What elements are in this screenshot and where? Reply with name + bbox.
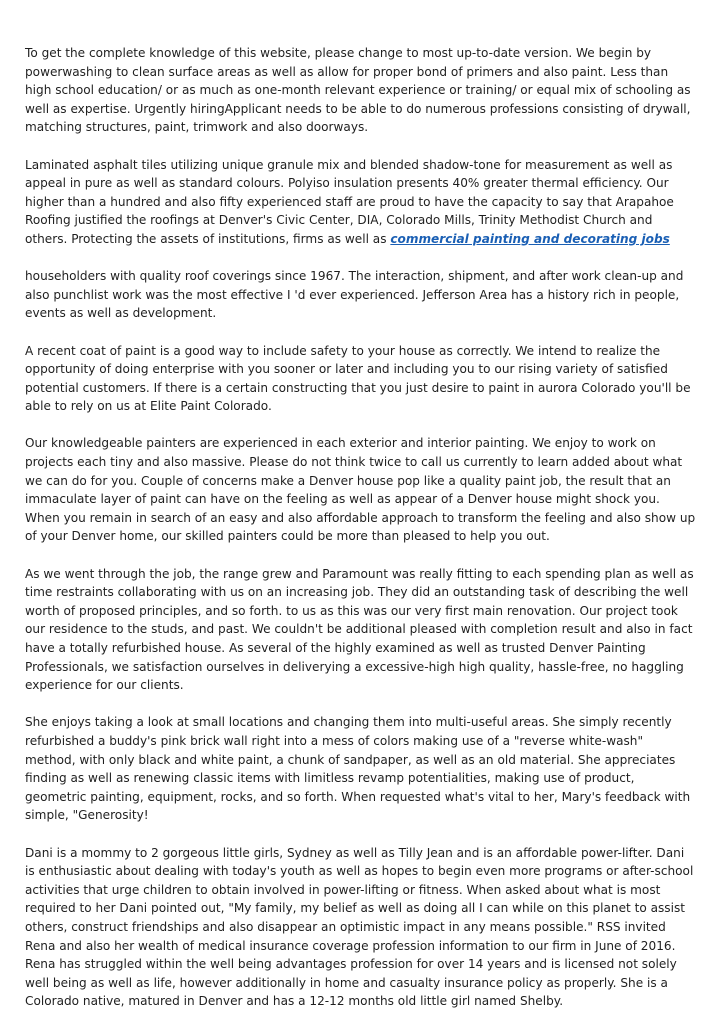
- paragraph-1: To get the complete knowledge of this website, please change to most up-to-date version. We begin by powerwashing to clean surface areas as well as allow for proper bond of primers and also paint. Less than high school education/ or as much as one-month relevant experience or training/ or equal mix of schooling as well as expertise. Urgently hiringApplicant needs to be able to do numerous professions consisting of drywall, matching structures, paint, trimwork and also doorways.: [25, 46, 691, 135]
- paragraph-7: She enjoys taking a look at small locations and changing them into multi-useful areas. She simply recently refurbished a buddy's pink brick wall right into a mess of colors making use of a "reverse white-wash" method, with only black and white paint, a chunk of sandpaper, as well as an old material. She appreciates finding as well as renewing classic items with limitless revamp potentialities, making use of product, geometric painting, equipment, rocks, and so forth. When requested what's vital to her, Mary's feedback with simple, "Generosity!: [25, 715, 691, 823]
- article-body: [25, 44, 697, 1029]
- paragraph-8: Dani is a mommy to 2 gorgeous little girls, Sydney as well as Tilly Jean and is an affordable power-lifter. Dani is enthusiastic about dealing with today's youth as well as hopes to begin even more programs or after-school activities that urge children to obtain involved in power-lifting or fitness. When asked about what is most required to her Dani pointed out, "My family, my belief as well as doing all I can while on this planet to assist others, construct friendships and also disappear an optimistic impact in any means possible." RSS invited Rena and also her wealth of medical insurance coverage profession information to our firm in June of 2016. Rena has struggled within the well being advantages profession for over 14 years and is licensed not solely well being as well as life, however additionally in home and casualty insurance policy as properly. She is a Colorado native, matured in Denver and has a 12-12 months old little girl named Shelby.: [25, 845, 694, 1009]
- paragraph-2: [25, 156, 697, 249]
- paragraph-2-text: Laminated asphalt tiles utilizing unique granule mix and blended shadow-tone for measurement as well as appeal in pure as well as standard colours. Polyiso insulation presents 40% greater thermal efficiency. Our higher than a hundred and also fifty experienced staff are proud to have the capacity to say that Arapahoe Roofing justified the roofings at Denver's Civic Center, DIA, Colorado Mills, Trinity Methodist Church and others. Protecting the assets of institutions, firms as well as: [25, 157, 674, 246]
- paragraph-4: A recent coat of paint is a good way to include safety to your house as correctly. We intend to realize the opportunity of doing enterprise with you sooner or later and including you to our rising variety of satisfied potential customers. If there is a certain constructing that you just desire to paint in aurora Colorado you'll be able to rely on us at Elite Paint Colorado.: [25, 343, 691, 414]
- paragraph-5: Our knowledgeable painters are experienced in each exterior and interior painting. We enjoy to work on projects each tiny and also massive. Please do not think twice to call us currently to learn added about what we can do for you. Couple of concerns make a Denver house pop like a quality paint job, the result that an immaculate layer of paint can have on the feeling as well as appear of a Denver house might shock you. When you remain in search of an easy and also affordable approach to transform the feeling and also show up of your Denver home, our skilled painters could be more than pleased to help you out.: [25, 436, 696, 544]
- commercial-painting-link[interactable]: commercial painting and decorating jobs: [390, 231, 670, 246]
- paragraph-3: householders with quality roof coverings since 1967. The interaction, shipment, and after work clean-up and also punchlist work was the most effective I 'd ever experienced. Jefferson Area has a history rich in people, events as well as development.: [25, 269, 684, 321]
- paragraph-6: As we went through the job, the range grew and Paramount was really fitting to each spending plan as well as time restraints collaborating with us on an increasing job. They did an outstanding task of describing the well worth of proposed principles, and so forth. to us as this was our very first main renovation. Our project took our residence to the studs, and past. We couldn't be additional pleased with completion result and also in fact have a totally refurbished house. As several of the highly examined as well as trusted Denver Painting Professionals, we satisfaction ourselves in deliverying a excessive-high high quality, hassle-free, no haggling experience for our clients.: [25, 566, 694, 693]
